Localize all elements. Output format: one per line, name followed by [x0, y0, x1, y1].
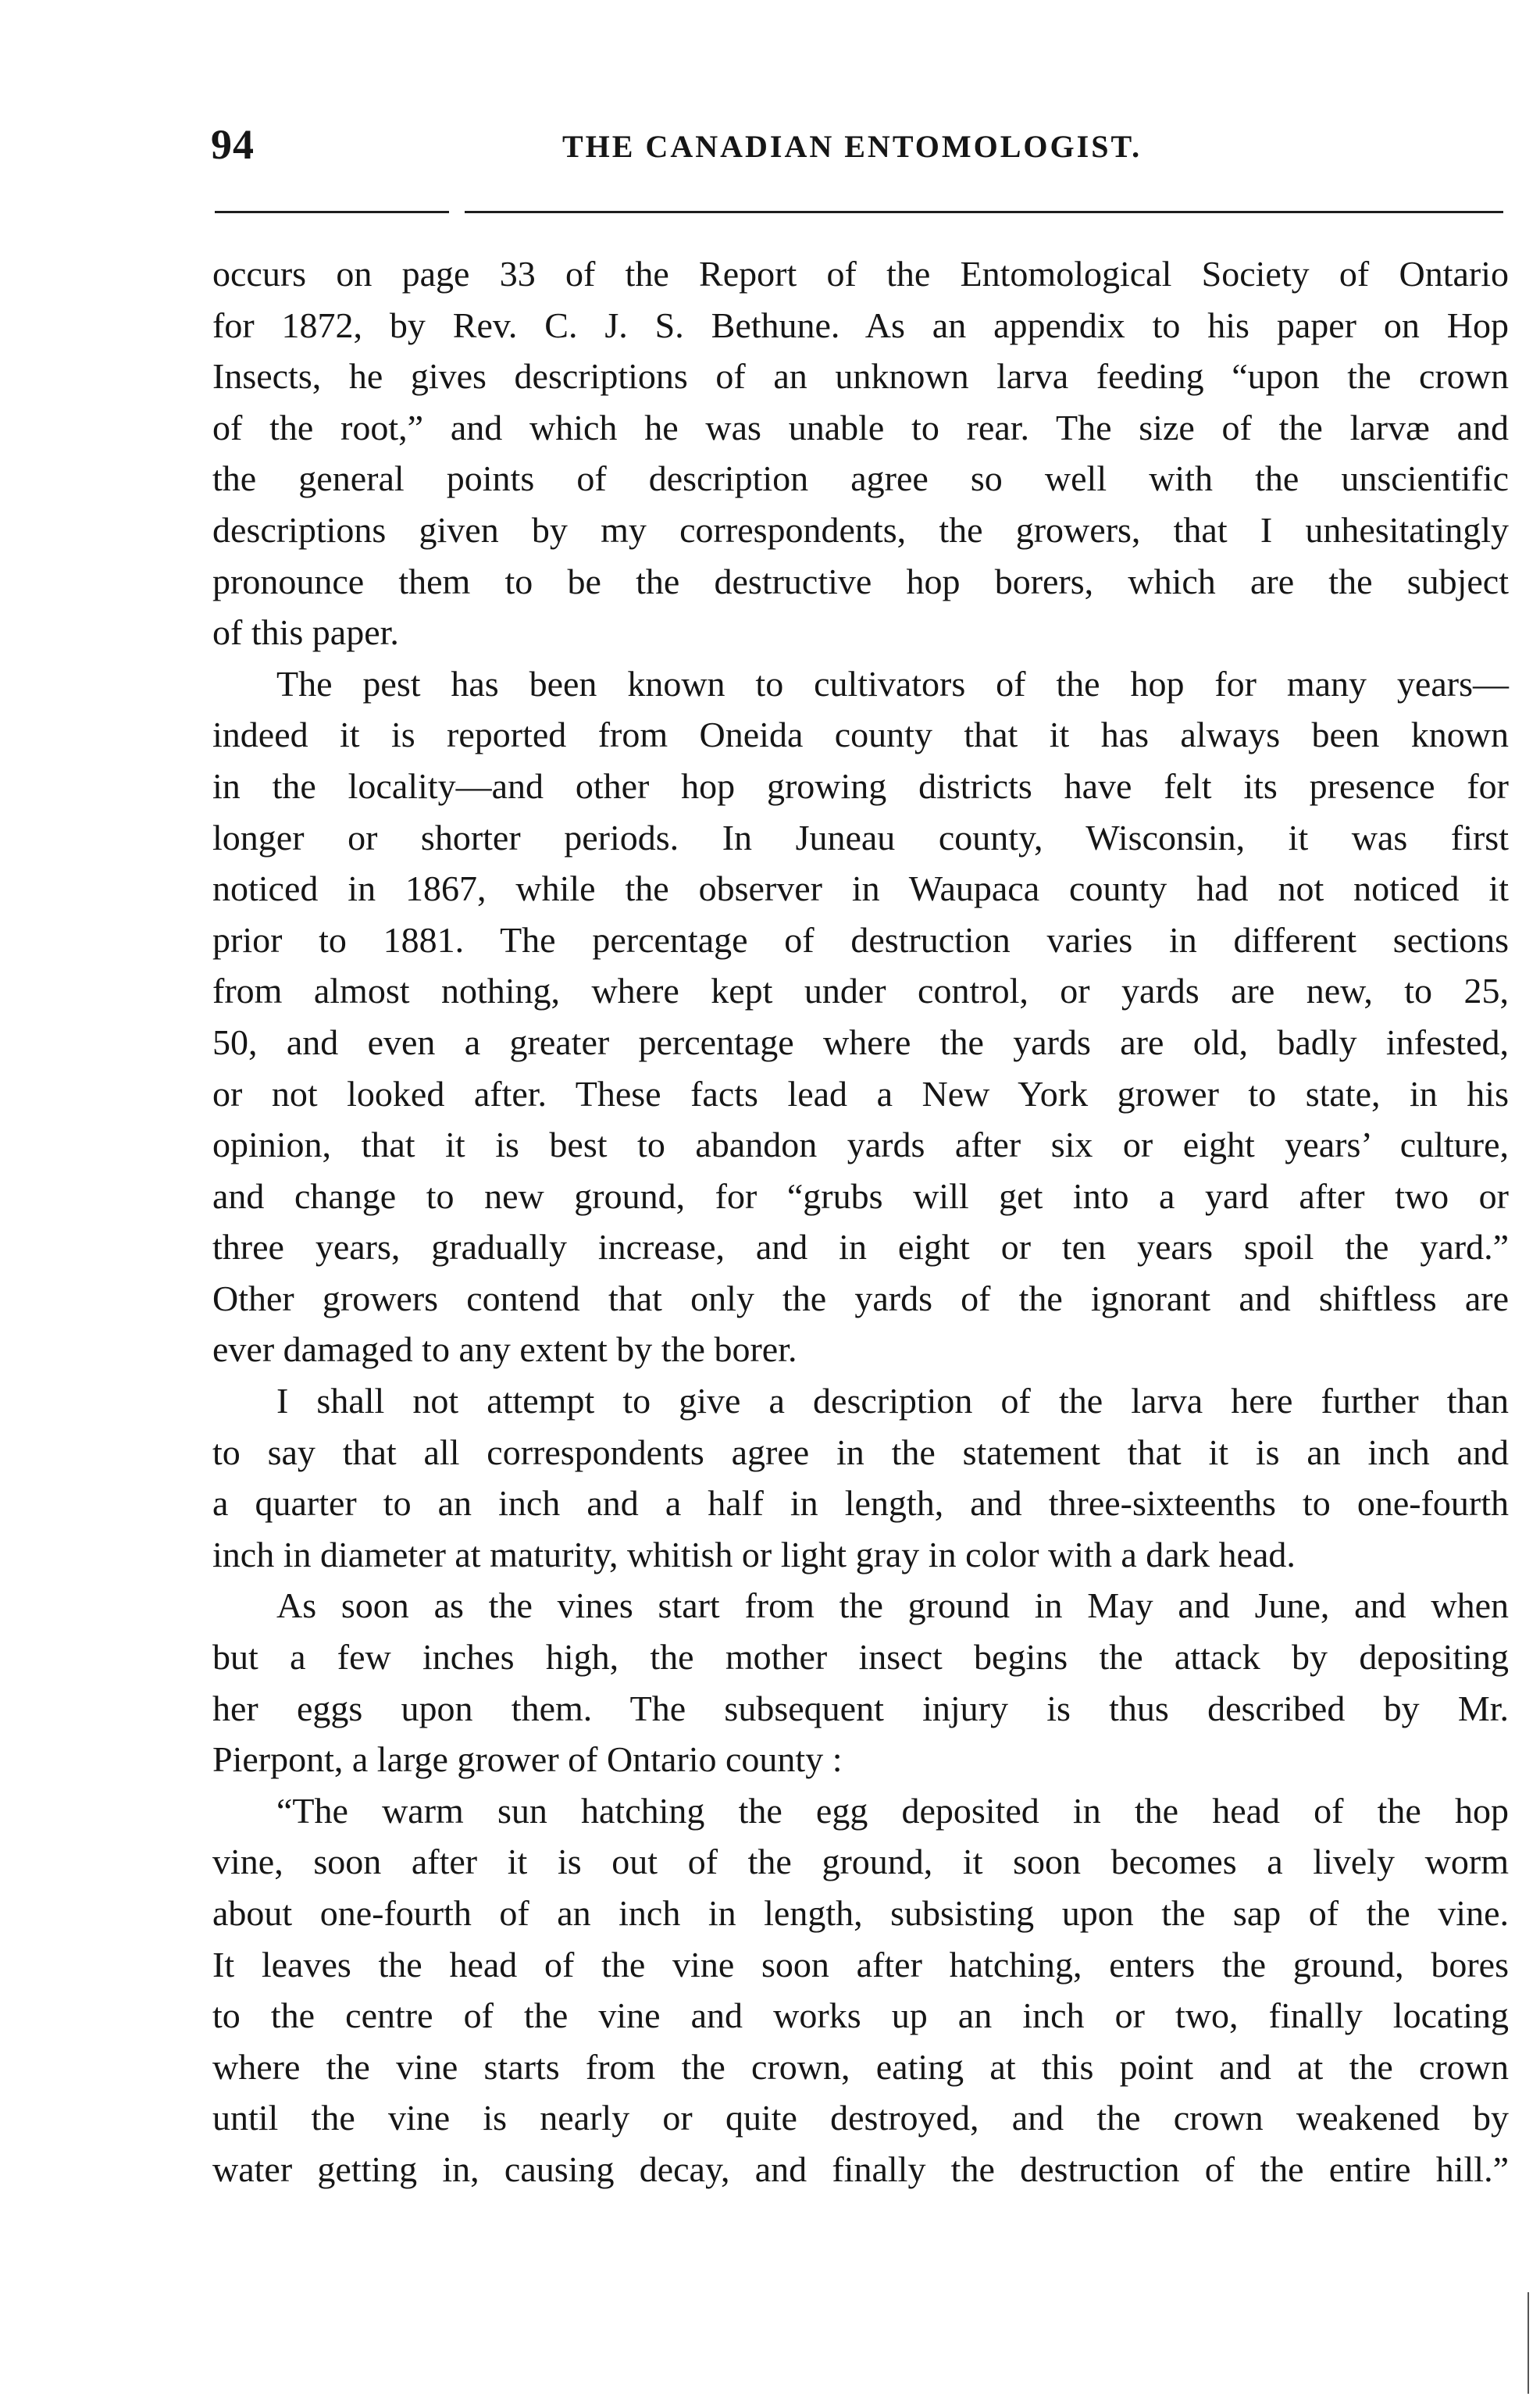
text-line: in the locality—and other hop growing districts have felt its presence for	[212, 765, 1509, 806]
paragraph-2	[212, 658, 1509, 1375]
text-line: noticed in 1867, while the observer in Waupaca county had not noticed it	[212, 868, 1509, 909]
text-line: The pest has been known to cultivators of the hop for many years—	[276, 663, 1509, 704]
text-line: pronounce them to be the destructive hop borers, which are the subject	[212, 561, 1509, 601]
text-line: for 1872, by Rev. C. J. S. Bethune. As an appendix to his paper on Hop	[212, 305, 1509, 345]
header-rule-left	[215, 211, 449, 213]
text-line: and change to new ground, for “grubs will get into a yard after two or	[212, 1175, 1509, 1216]
text-line: or not looked after. These facts lead a New York grower to state, in his	[212, 1073, 1509, 1114]
paragraph-4	[212, 1580, 1509, 1785]
text-line: of this paper.	[212, 612, 399, 653]
text-line: to say that all correspondents agree in the statement that it is an inch and	[212, 1432, 1509, 1472]
text-line: about one-fourth of an inch in length, subsisting upon the sap of the vine.	[212, 1893, 1509, 1933]
text-line: inch in diameter at maturity, whitish or light gray in color with a dark head.	[212, 1534, 1296, 1574]
paragraph-5-quotation	[212, 1785, 1509, 2195]
text-line: Pierpont, a large grower of Ontario county :	[212, 1739, 843, 1780]
journal-title: THE CANADIAN ENTOMOLOGIST.	[562, 129, 1143, 164]
text-line: from almost nothing, where kept under control, or yards are new, to 25,	[212, 971, 1509, 1011]
text-line: indeed it is reported from Oneida county that it has always been known	[212, 715, 1509, 755]
text-line: but a few inches high, the mother insect begins the attack by depositing	[212, 1637, 1509, 1678]
text-line: longer or shorter periods. In Juneau county, Wisconsin, it was first	[212, 817, 1509, 858]
header-rule-right	[465, 211, 1503, 213]
text-line: prior to 1881. The percentage of destruction varies in different sections	[212, 919, 1509, 960]
text-line: Other growers contend that only the yards of the ignorant and shiftless are	[212, 1278, 1509, 1318]
paragraph-3	[212, 1375, 1509, 1580]
text-line: opinion, that it is best to abandon yards after six or eight years’ culture,	[212, 1125, 1509, 1165]
scan-margin-mark	[1528, 2292, 1529, 2394]
running-header	[211, 117, 1507, 172]
text-line: a quarter to an inch and a half in length, and three-sixteenths to one-fourth	[212, 1483, 1509, 1524]
text-line: to the centre of the vine and works up an inch or two, finally locating	[212, 1995, 1509, 2036]
text-line: It leaves the head of the vine soon after hatching, enters the ground, bores	[212, 1944, 1509, 1985]
text-line: As soon as the vines start from the ground in May and June, and when	[276, 1585, 1509, 1626]
text-line: three years, gradually increase, and in eight or ten years spoil the yard.”	[212, 1227, 1509, 1268]
text-line: where the vine starts from the crown, eating at this point and at the crown	[212, 2046, 1509, 2087]
text-line: I shall not attempt to give a description of the larva here further than	[276, 1381, 1509, 1421]
text-line: Insects, he gives descriptions of an unknown larva feeding “upon the crown	[212, 356, 1509, 397]
text-line: water getting in, causing decay, and finally the destruction of the entire hill.”	[212, 2149, 1509, 2189]
text-line: the general points of description agree so well with the unscientific	[212, 458, 1509, 499]
text-line: her eggs upon them. The subsequent injury is thus described by Mr.	[212, 1688, 1509, 1728]
text-line: until the vine is nearly or quite destroyed, and the crown weakened by	[212, 2098, 1509, 2138]
text-line: occurs on page 33 of the Report of the Entomological Society of Ontario	[212, 254, 1509, 294]
text-line: ever damaged to any extent by the borer.	[212, 1329, 797, 1370]
body-text	[212, 248, 1509, 2195]
text-line: vine, soon after it is out of the ground, it soon becomes a lively worm	[212, 1842, 1509, 1882]
page-number: 94	[211, 121, 255, 168]
text-line: descriptions given by my correspondents, the growers, that I unhesitatingly	[212, 509, 1509, 550]
text-line: “The warm sun hatching the egg deposited in the head of the hop	[276, 1790, 1509, 1831]
text-line: of the root,” and which he was unable to rear. The size of the larvæ and	[212, 407, 1509, 448]
paragraph-1	[212, 248, 1509, 658]
text-line: 50, and even a greater percentage where the yards are old, badly infested,	[212, 1022, 1509, 1062]
